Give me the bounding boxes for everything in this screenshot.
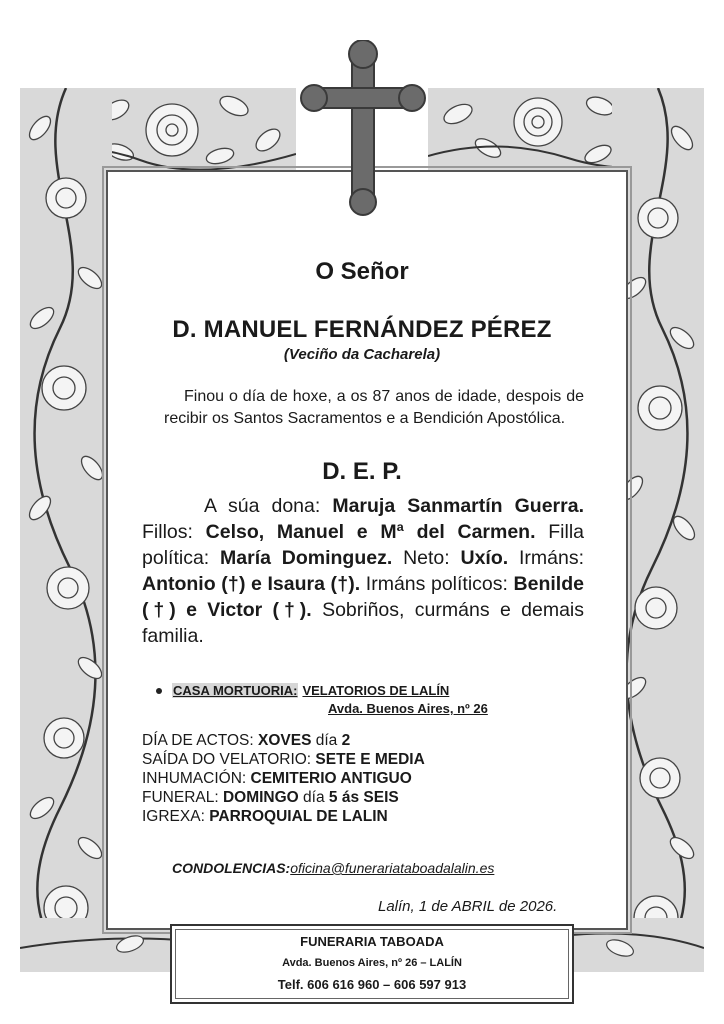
act-value: DOMINGO <box>222 789 299 806</box>
siblings-in-law-label: Irmáns políticos: <box>360 573 514 595</box>
act-label: SAÍDA DO VELATORIO: <box>142 751 316 768</box>
mortuary-label: CASA MORTUORIA: <box>173 683 298 698</box>
grandson-label: Neto: <box>392 547 461 569</box>
daughter-in-law-name: María Dominguez. <box>220 547 393 569</box>
mortuary-place: VELATORIOS DE LALÍN <box>302 683 450 698</box>
mortuary-line <box>156 683 449 698</box>
date-line: Lalín, 1 de ABRIL de 2026. <box>378 898 558 915</box>
act-value: XOVES <box>258 732 312 749</box>
deceased-name: D. MANUEL FERNÁNDEZ PÉREZ <box>172 316 552 343</box>
family-paragraph <box>142 493 584 649</box>
act-suffix-value: 2 <box>341 732 351 749</box>
act-label: FUNERAL: <box>142 789 223 806</box>
children-label: Fillos: <box>142 521 206 543</box>
deceased-origin: (Veciño da Cacharela) <box>283 346 441 363</box>
funeraria-phones: Telf. 606 616 960 – 606 597 913 <box>277 977 467 992</box>
act-label: INHUMACIÓN: <box>142 770 251 787</box>
act-suffix: día <box>311 732 342 749</box>
daughter-in-law-label: Filla política: <box>142 521 584 569</box>
condolences-email-link[interactable]: oficina@funerariataboadalalin.es <box>290 860 495 876</box>
announcement-text: Finou o día de hoxe, a os 87 anos de idade, despois de recibir os Santos Sacramentos e a Bendición Apostólica. <box>164 388 584 427</box>
act-suffix-value: 5 ás SEIS <box>328 789 399 806</box>
siblings-label: Irmáns: <box>508 547 584 569</box>
mortuary-address: Avda. Buenos Aires, nº 26 <box>328 701 488 716</box>
children-names: Celso, Manuel e Mª del Carmen. <box>205 521 536 543</box>
act-row <box>142 769 425 788</box>
wife-name: Maruja Sanmartín Guerra. <box>332 495 584 517</box>
funeraria-address: Avda. Buenos Aires, nº 26 – LALÍN <box>282 957 462 969</box>
siblings-names: Antonio (†) e Isaura (†). <box>142 573 361 595</box>
act-label: DÍA DE ACTOS: <box>142 732 259 749</box>
condolences-label: CONDOLENCIAS: <box>172 860 291 876</box>
act-row <box>142 731 425 750</box>
other-relatives: Sobriños, curmáns e demais familia. <box>142 599 585 647</box>
act-row <box>142 750 425 769</box>
floral-border-left <box>20 88 112 972</box>
grandson-name: Uxío. <box>460 547 509 569</box>
act-row <box>142 788 425 807</box>
title: O Señor <box>315 258 409 285</box>
act-value: SETE E MEDIA <box>315 751 425 768</box>
condolences-line <box>172 860 494 876</box>
acts-list <box>142 731 425 826</box>
dep-heading: D. E. P. <box>322 458 402 485</box>
cross-icon <box>300 40 426 216</box>
act-row <box>142 807 425 826</box>
siblings-in-law-names: Benilde (†) e Victor (†). <box>142 573 584 621</box>
funeraria-box <box>170 924 574 1004</box>
act-value: PARROQUIAL DE LALIN <box>209 808 388 825</box>
act-value: CEMITERIO ANTIGUO <box>250 770 412 787</box>
act-suffix: día <box>298 789 329 806</box>
wife-label: A súa dona: <box>204 495 333 517</box>
act-label: IGREXA: <box>142 808 210 825</box>
funeraria-name: FUNERARIA TABOADA <box>300 934 444 949</box>
bullet-icon <box>156 688 162 694</box>
